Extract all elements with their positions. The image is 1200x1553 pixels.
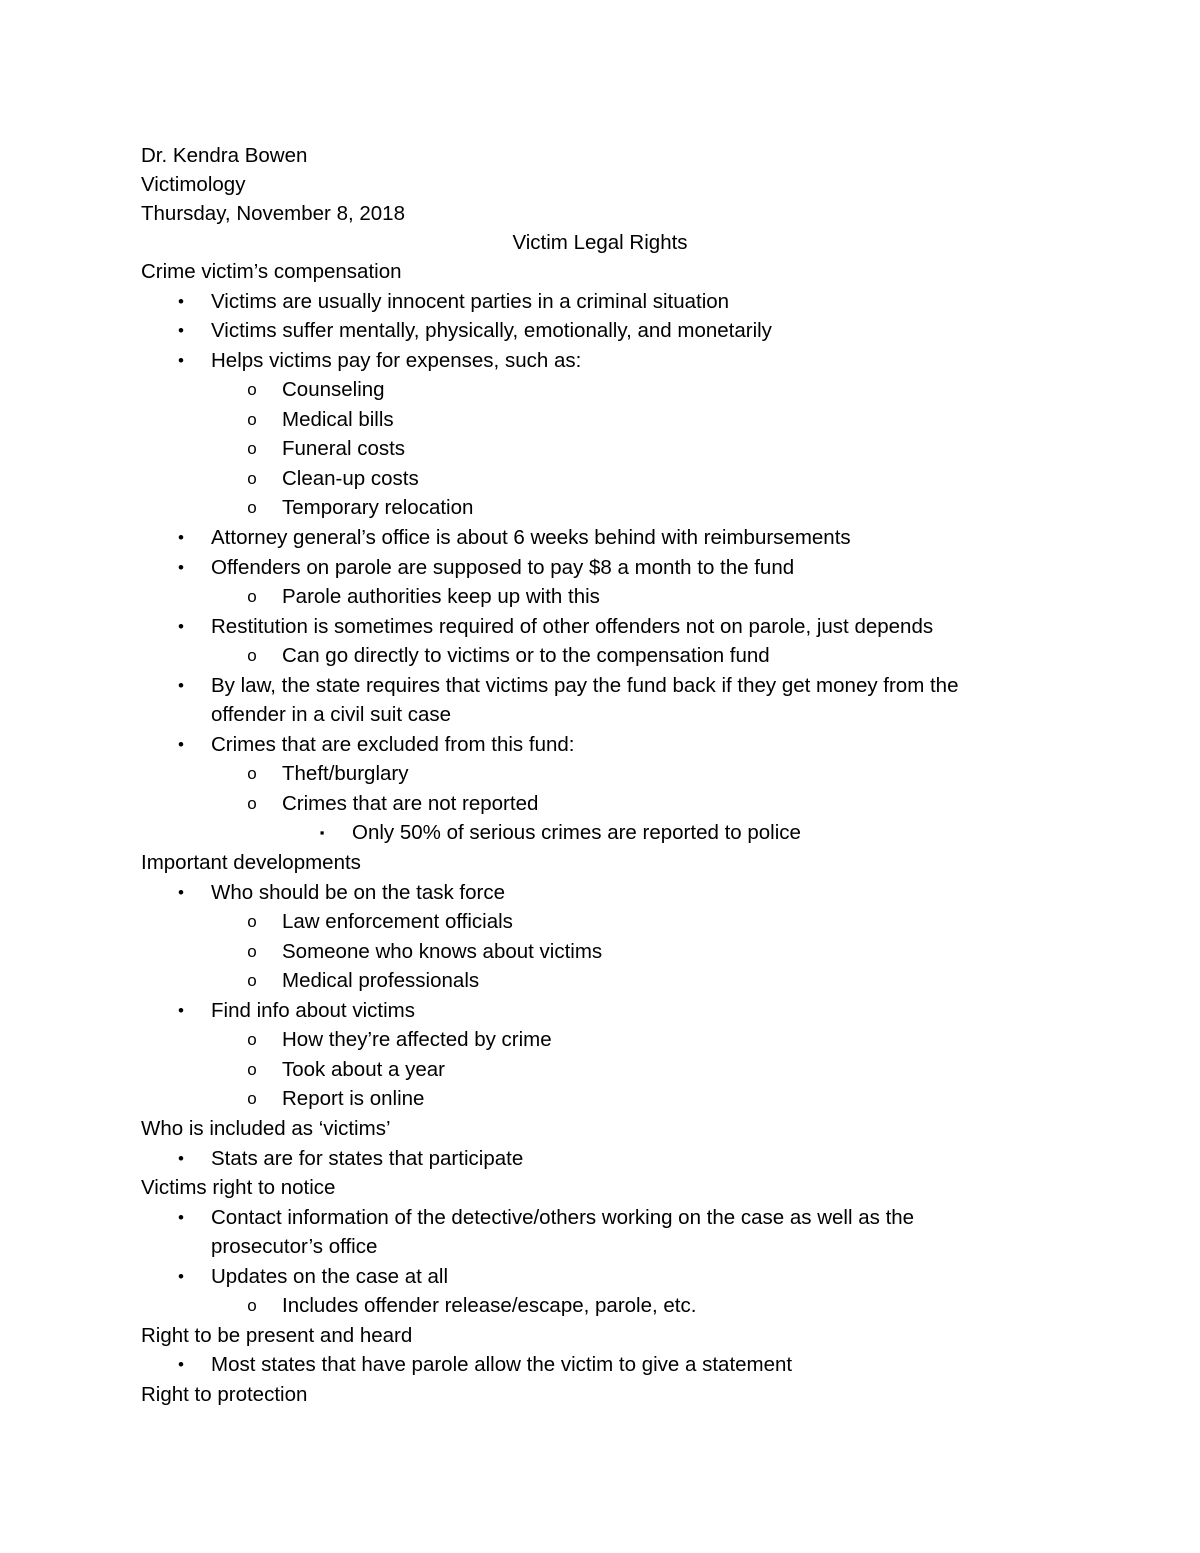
- section-heading: [141, 1173, 335, 1203]
- course-name: Victimology: [141, 173, 246, 196]
- bullet-marker-icon: •: [178, 883, 184, 902]
- circle-marker-icon: o: [247, 1089, 257, 1108]
- circle-marker-icon: o: [247, 912, 257, 931]
- line-text: Temporary relocation: [282, 496, 474, 519]
- circle-marker-icon: o: [247, 439, 257, 458]
- section-heading: [141, 1321, 412, 1351]
- sub-bullet-item: [247, 937, 603, 967]
- line-text: Who should be on the task force: [211, 881, 506, 904]
- bullet-marker-icon: •: [178, 528, 184, 547]
- line-text: Crimes that are not reported: [282, 792, 539, 815]
- bullet-item: [178, 1203, 915, 1233]
- line-text: Clean-up costs: [282, 467, 419, 490]
- sub-bullet-item: [247, 405, 394, 435]
- bullet-item: [178, 878, 506, 908]
- section-heading: [141, 1114, 391, 1144]
- section-heading: [141, 257, 402, 287]
- bullet-item: [178, 287, 730, 317]
- bullet-marker-icon: •: [178, 321, 184, 340]
- sub-bullet-item: [247, 966, 480, 996]
- lecture-date: Thursday, November 8, 2018: [141, 202, 405, 225]
- line-text: Who is included as ‘victims’: [141, 1117, 391, 1140]
- line-text: Right to be present and heard: [141, 1324, 413, 1347]
- line-text: Took about a year: [282, 1058, 445, 1081]
- line-text: How they’re affected by crime: [282, 1028, 552, 1051]
- line-text: Victims are usually innocent parties in a criminal situation: [211, 290, 730, 313]
- line-text: Crimes that are excluded from this fund:: [211, 733, 575, 756]
- sub-bullet-item: [247, 1055, 445, 1085]
- line-text: Theft/burglary: [282, 762, 409, 785]
- sub-bullet-item: [247, 1025, 552, 1055]
- line-text: Parole authorities keep up with this: [282, 585, 600, 608]
- circle-marker-icon: o: [247, 764, 257, 783]
- circle-marker-icon: o: [247, 1060, 257, 1079]
- bullet-marker-icon: •: [178, 1001, 184, 1020]
- line-text: Attorney general’s office is about 6 weeks behind with reimbursements: [211, 526, 851, 549]
- line-text: Report is online: [282, 1087, 425, 1110]
- bullet-marker-icon: •: [178, 735, 184, 754]
- circle-marker-icon: o: [247, 646, 257, 665]
- document-title: Victim Legal Rights: [512, 231, 688, 254]
- circle-marker-icon: o: [247, 1296, 257, 1315]
- line-text: Restitution is sometimes required of other offenders not on parole, just depends: [211, 615, 934, 638]
- sub-bullet-item: [247, 789, 539, 819]
- sub-bullet-item: [247, 1291, 697, 1321]
- bullet-item: [178, 1262, 449, 1292]
- line-text: Only 50% of serious crimes are reported to police: [352, 821, 801, 844]
- line-text: Victims right to notice: [141, 1176, 336, 1199]
- line-text: By law, the state requires that victims pay the fund back if they get money from the: [211, 674, 959, 697]
- line-text: Victims suffer mentally, physically, emotionally, and monetarily: [211, 319, 772, 342]
- circle-marker-icon: o: [247, 794, 257, 813]
- section-heading: [141, 1380, 307, 1410]
- line-text: Medical professionals: [282, 969, 480, 992]
- line-text: Law enforcement officials: [282, 910, 513, 933]
- line-text: Medical bills: [282, 408, 394, 431]
- circle-marker-icon: o: [247, 971, 257, 990]
- line-text: offender in a civil suit case: [211, 703, 452, 726]
- line-text: Can go directly to victims or to the compensation fund: [282, 644, 770, 667]
- line-text: Someone who knows about victims: [282, 940, 603, 963]
- sub-bullet-item: [247, 907, 513, 937]
- sub-sub-bullet-item: [319, 818, 801, 848]
- bullet-item: [178, 553, 795, 583]
- line-text: Right to protection: [141, 1383, 308, 1406]
- circle-marker-icon: o: [247, 498, 257, 517]
- circle-marker-icon: o: [247, 469, 257, 488]
- circle-marker-icon: o: [247, 410, 257, 429]
- line-text: Find info about victims: [211, 999, 415, 1022]
- sub-bullet-item: [247, 464, 419, 494]
- bullet-item: [178, 730, 575, 760]
- bullet-item: [178, 996, 415, 1026]
- bullet-marker-icon: •: [178, 1208, 184, 1227]
- bullet-item: [178, 316, 772, 346]
- bullet-marker-icon: •: [178, 351, 184, 370]
- bullet-marker-icon: •: [178, 1267, 184, 1286]
- sub-bullet-item: [247, 641, 770, 671]
- bullet-marker-icon: •: [178, 1149, 184, 1168]
- line-text: Includes offender release/escape, parole, etc.: [282, 1294, 697, 1317]
- line-text: prosecutor’s office: [211, 1235, 378, 1258]
- bullet-marker-icon: •: [178, 1355, 184, 1374]
- bullet-continuation: [211, 700, 451, 730]
- circle-marker-icon: o: [247, 942, 257, 961]
- line-text: Crime victim’s compensation: [141, 260, 402, 283]
- bullet-marker-icon: •: [178, 676, 184, 695]
- square-marker-icon: ▪: [319, 825, 325, 840]
- circle-marker-icon: o: [247, 1030, 257, 1049]
- bullet-item: [178, 346, 582, 376]
- line-text: Counseling: [282, 378, 385, 401]
- bullet-marker-icon: •: [178, 617, 184, 636]
- circle-marker-icon: o: [247, 380, 257, 399]
- bullet-item: [178, 1350, 793, 1380]
- sub-bullet-item: [247, 1084, 425, 1114]
- bullet-marker-icon: •: [178, 292, 184, 311]
- sub-bullet-item: [247, 434, 406, 464]
- sub-bullet-item: [247, 759, 409, 789]
- sub-bullet-item: [247, 582, 600, 612]
- author-name: Dr. Kendra Bowen: [141, 144, 308, 167]
- bullet-item: [178, 612, 934, 642]
- bullet-continuation: [211, 1232, 377, 1262]
- line-text: Funeral costs: [282, 437, 406, 460]
- line-text: Offenders on parole are supposed to pay $8 a month to the fund: [211, 556, 795, 579]
- sub-bullet-item: [247, 493, 474, 523]
- section-heading: [141, 848, 361, 878]
- line-text: Important developments: [141, 851, 361, 874]
- line-text: Most states that have parole allow the victim to give a statement: [211, 1353, 793, 1376]
- line-text: Updates on the case at all: [211, 1265, 449, 1288]
- circle-marker-icon: o: [247, 587, 257, 606]
- line-text: Helps victims pay for expenses, such as:: [211, 349, 582, 372]
- bullet-item: [178, 671, 959, 701]
- bullet-item: [178, 1144, 524, 1174]
- bullet-item: [178, 523, 851, 553]
- bullet-marker-icon: •: [178, 558, 184, 577]
- line-text: Stats are for states that participate: [211, 1147, 524, 1170]
- sub-bullet-item: [247, 375, 385, 405]
- line-text: Contact information of the detective/others working on the case as well as the: [211, 1206, 915, 1229]
